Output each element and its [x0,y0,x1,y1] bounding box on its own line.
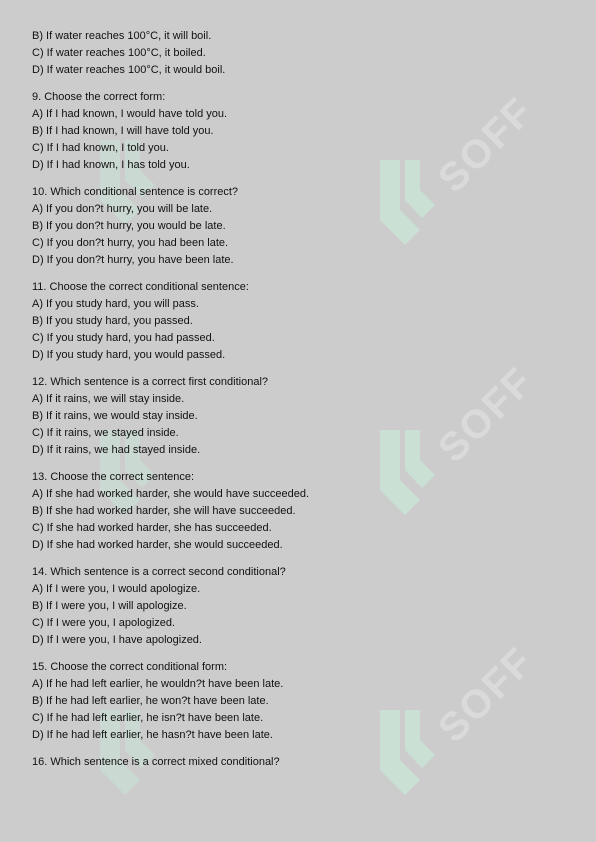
question-text: 15. Choose the correct conditional form: [32,661,228,673]
answer-option: A) If you study hard, you will pass. [32,298,199,310]
answer-option: B) If she had worked harder, she will have succeeded. [32,505,296,517]
watermark-text: SOFF [430,88,543,202]
question-text: 12. Which sentence is a correct first conditional? [32,376,269,388]
answer-option: C) If water reaches 100°C, it boiled. [32,47,206,59]
answer-option: B) If I had known, I will have told you. [32,125,214,137]
question-text: 10. Which conditional sentence is correct? [32,186,239,198]
answer-option: C) If he had left earlier, he isn?t have been late. [32,712,264,724]
answer-option: A) If it rains, we will stay inside. [32,393,185,405]
answer-option: D) If he had left earlier, he hasn?t have been late. [32,729,273,741]
quiz-content [32,28,572,771]
answer-option: C) If I had known, I told you. [32,142,169,154]
answer-option: C) If you study hard, you had passed. [32,332,215,344]
answer-option: C) If she had worked harder, she has succeeded. [32,522,272,534]
answer-option: B) If you study hard, you passed. [32,315,193,327]
watermark-text: SOFF [430,358,543,472]
answer-option: A) If I were you, I would apologize. [32,583,201,595]
answer-option: D) If you study hard, you would passed. [32,349,226,361]
answer-option: D) If I had known, I has told you. [32,159,190,171]
question-text: 13. Choose the correct sentence: [32,471,195,483]
answer-option: D) If she had worked harder, she would succeeded. [32,539,283,551]
answer-option: B) If I were you, I will apologize. [32,600,187,612]
answer-option: C) If it rains, we stayed inside. [32,427,179,439]
answer-option: C) If I were you, I apologized. [32,617,176,629]
answer-option: B) If it rains, we would stay inside. [32,410,198,422]
answer-option: C) If you don?t hurry, you had been late. [32,237,229,249]
answer-option: D) If I were you, I have apologized. [32,634,202,646]
answer-option: D) If it rains, we had stayed inside. [32,444,201,456]
answer-option: B) If water reaches 100°C, it will boil. [32,30,212,42]
answer-option: D) If you don?t hurry, you have been late. [32,254,234,266]
answer-option: A) If I had known, I would have told you. [32,108,228,120]
answer-option: B) If you don?t hurry, you would be late. [32,220,226,232]
answer-option: A) If she had worked harder, she would have succeeded. [32,488,310,500]
question-text: 16. Which sentence is a correct mixed conditional? [32,756,280,768]
answer-option: A) If you don?t hurry, you will be late. [32,203,213,215]
answer-option: B) If he had left earlier, he won?t have been late. [32,695,269,707]
watermark-text: SOFF [430,638,543,752]
question-text: 11. Choose the correct conditional sentence: [32,281,249,293]
answer-option: D) If water reaches 100°C, it would boil. [32,64,226,76]
question-text: 14. Which sentence is a correct second conditional? [32,566,286,578]
question-text: 9. Choose the correct form: [32,91,166,103]
answer-option: A) If he had left earlier, he wouldn?t have been late. [32,678,284,690]
